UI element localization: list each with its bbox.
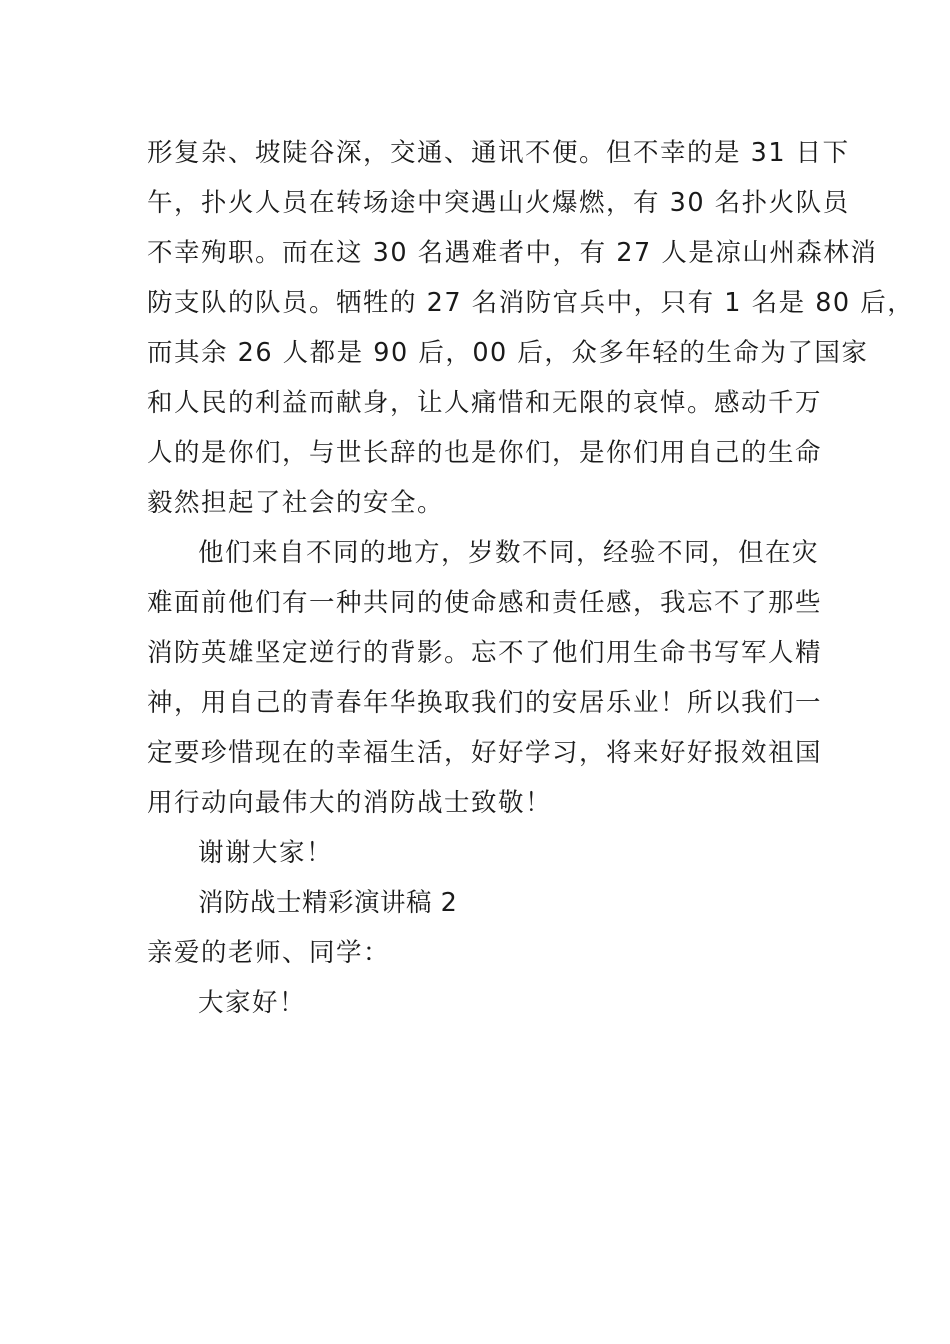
text-line: 形复杂、坡陡谷深，交通、通讯不便。但不幸的是 31 日下 — [147, 138, 850, 168]
paragraph-2 — [147, 528, 823, 828]
text-line: 防支队的队员。牺牲的 27 名消防官兵中，只有 1 名是 80 后， — [147, 288, 915, 318]
greeting-line: 大家好！ — [198, 988, 307, 1018]
text-line: 人的是你们，与世长辞的也是你们，是你们用自己的生命 — [147, 438, 823, 468]
text-line: 毅然担起了社会的安全。 — [147, 488, 445, 518]
text-line: 用行动向最伟大的消防战士致敬！ — [147, 788, 553, 818]
text-line: 消防英雄坚定逆行的背影。忘不了他们用生命书写军人精 — [147, 638, 823, 668]
text-line: 神，用自己的青春年华换取我们的安居乐业！所以我们一 — [147, 688, 823, 718]
text-line: 午，扑火人员在转场途中突遇山火爆燃，有 30 名扑火队员 — [147, 188, 850, 218]
text-line: 他们来自不同的地方，岁数不同，经验不同，但在灾 — [198, 538, 820, 568]
text-line: 不幸殉职。而在这 30 名遇难者中，有 27 人是凉山州森林消 — [147, 238, 878, 268]
paragraph-1 — [147, 128, 915, 528]
thanks-line: 谢谢大家！ — [198, 838, 334, 868]
section-title: 消防战士精彩演讲稿 2 — [198, 888, 458, 918]
text-line: 定要珍惜现在的幸福生活，好好学习，将来好好报效祖国 — [147, 738, 823, 768]
salutation-line: 亲爱的老师、同学： — [147, 938, 391, 968]
text-line: 难面前他们有一种共同的使命感和责任感，我忘不了那些 — [147, 588, 823, 618]
document-body — [147, 128, 915, 1028]
text-line: 而其余 26 人都是 90 后，00 后，众多年轻的生命为了国家 — [147, 338, 869, 368]
text-line: 和人民的利益而献身，让人痛惜和无限的哀悼。感动千万 — [147, 388, 823, 418]
